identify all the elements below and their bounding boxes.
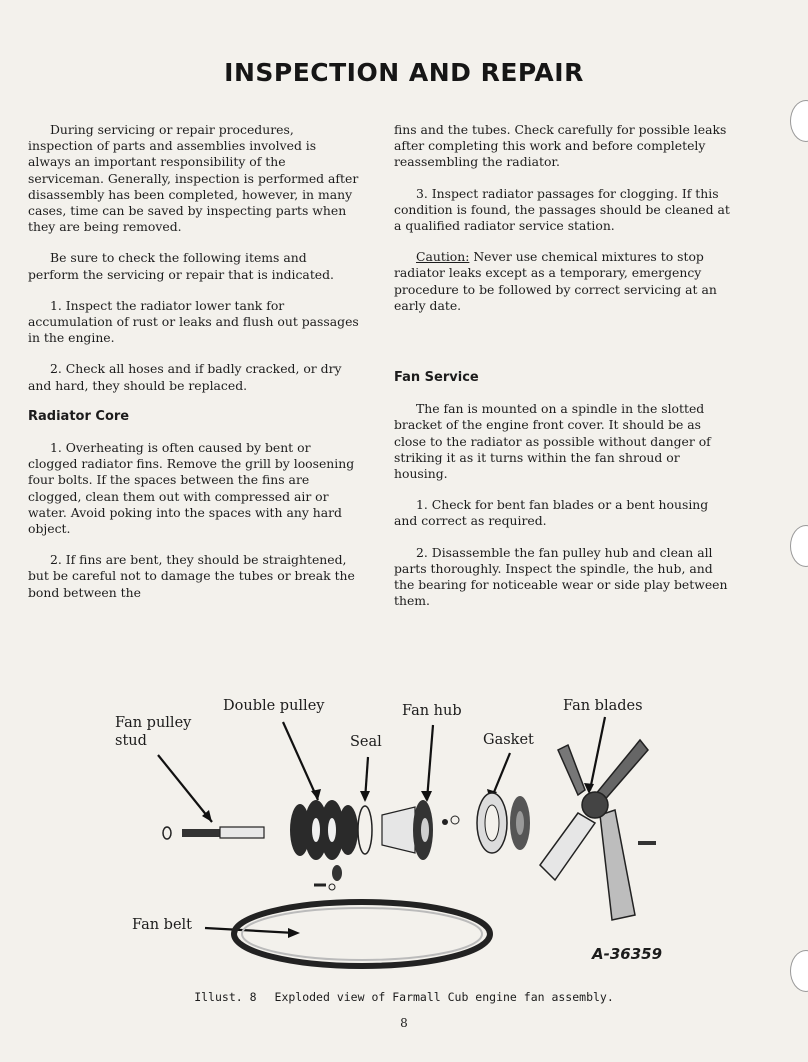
fan-description: The fan is mounted on a spindle in the slotted bracket of the engine front cover. It should be as close to the radiator as possible without danger of striking it as it turns within the fan shroud or housing.	[394, 401, 711, 482]
left-column	[28, 122, 360, 616]
fins-continued: fins and the tubes. Check carefully for possible leaks after completing this work and before completely reassembling the radiator.	[394, 122, 727, 170]
section-heading-radiator-core: Radiator Core	[28, 408, 130, 424]
figure-id: A-36359	[592, 945, 663, 963]
step-lower-tank: 1. Inspect the radiator lower tank for accumulation of rust or leaks and flush out passages in the engine.	[28, 297, 359, 346]
fan-assembly-figure	[100, 695, 700, 980]
label-fan-pulley-stud-line1: Fan pulley	[115, 715, 192, 731]
page-number: 8	[400, 1016, 408, 1030]
caption-illustration-number: Illust. 8	[194, 990, 257, 1004]
label-fan-blades: Fan blades	[563, 698, 643, 714]
step-fan-blades: 1. Check for bent fan blades or a bent housing and correct as required.	[394, 497, 709, 529]
caution-text: Never use chemical mixtures to stop radiator leaks except as a temporary, emergency procedure to be followed by correct servicing at an early date.	[394, 249, 717, 313]
punch-hole-bottom	[790, 950, 808, 992]
section-heading-fan-service: Fan Service	[394, 370, 479, 386]
label-fan-pulley-stud-line2: stud	[115, 733, 147, 749]
step-hoses: 2. Check all hoses and if badly cracked, or dry and hard, they should be replaced.	[28, 361, 342, 393]
right-column	[394, 122, 734, 624]
step-disassemble-hub: 2. Disassemble the fan pulley hub and clean all parts thoroughly. Inspect the spindle, the hub, and the bearing for noticeable wear or side play between them.	[394, 544, 728, 609]
label-fan-hub: Fan hub	[402, 703, 462, 719]
label-fan-belt: Fan belt	[132, 917, 192, 933]
checklist-intro: Be sure to check the following items and perform the servicing or repair that is indicated.	[28, 250, 334, 282]
label-double-pulley: Double pulley	[223, 698, 325, 714]
exploded-view-illustration	[100, 695, 700, 980]
punch-hole-top	[790, 100, 808, 142]
step-passages: 3. Inspect radiator passages for clogging. If this condition is found, the passages should be cleaned at a qualified radiator service station.	[394, 185, 730, 234]
punch-hole-middle	[790, 525, 808, 567]
step-fins-clogged: 1. Overheating is often caused by bent or clogged radiator fins. Remove the grill by loosening four bolts. If the spaces between the fins are clogged, clean them out with compressed air or water. Avoid poking into the spaces with any hard object.	[28, 440, 355, 537]
step-fins-bent: 2. If fins are bent, they should be straightened, but be careful not to damage the tubes or break the bond between the	[28, 552, 355, 600]
caution-note	[394, 249, 734, 314]
caption-text: Exploded view of Farmall Cub engine fan assembly.	[274, 990, 614, 1004]
caution-label: Caution:	[416, 249, 470, 265]
figure-caption	[0, 990, 808, 1004]
label-gasket: Gasket	[483, 732, 534, 748]
page-title: INSPECTION AND REPAIR	[224, 58, 584, 87]
label-seal: Seal	[350, 734, 382, 750]
intro-paragraph: During servicing or repair procedures, inspection of parts and assemblies involved is always an important responsibility of the serviceman. Generally, inspection is performed after disassembly has been completed, however, in many cases, time can be saved by inspecting parts when they are being removed.	[28, 122, 359, 235]
